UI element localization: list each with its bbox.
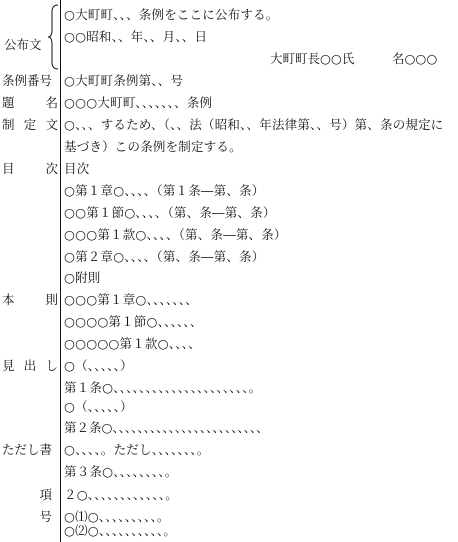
left-brace — [47, 4, 59, 70]
paragraph-text: ２○、、、、、、、、、、、、。 — [64, 487, 178, 502]
main-chapter: ○○○第１章○、、、、、、、 — [64, 292, 198, 307]
label-toc: 目 次 — [2, 161, 58, 176]
promulgation-signature — [64, 48, 454, 70]
enactment-text: ○、、、するため、（、、法（昭和、、年法律第、、号）第、条の規定に基づき）この条例を制定する。 — [64, 117, 444, 154]
article-heading: ○（、、、、、） — [64, 399, 133, 414]
ordinance-title: ○○○大町町、、、、、、、条例 — [64, 95, 213, 110]
promulgation-line-2: ○○昭和、、年、、月、、日 — [64, 29, 208, 44]
article-text: 第３条○、、、、、、、、。 — [64, 464, 178, 479]
main-section: ○○○○第１節○、、、、、、 — [64, 314, 203, 329]
label-proviso: ただし書 — [2, 442, 53, 457]
ordinance-number: ○大町町条例第、、号 — [64, 73, 184, 88]
article-heading: ○（、、、、、） — [64, 358, 133, 373]
toc-entry: ○附則 — [64, 270, 101, 285]
toc-entry: ○第１章○、、、、（第１条―第、条） — [64, 183, 265, 198]
label-item: 号 — [39, 509, 52, 524]
article-text: 第２条○、、、、、、、、、、、、、、、、、、、、、、、、 — [64, 420, 269, 435]
label-paragraph: 項 — [39, 487, 52, 502]
item-text: ○⑴○、、、、、、、、、。 — [64, 509, 170, 524]
proviso-text: ○、、、、。ただし、、、、、、、。 — [64, 442, 210, 457]
label-ordinance-number: 条例番号 — [2, 73, 53, 88]
label-heading: 見出し — [2, 358, 58, 373]
mayor-title: 大町町長○○氏 — [270, 51, 355, 66]
mayor-name: 名○○○ — [392, 51, 438, 66]
label-promulgation: 公布文 — [4, 37, 42, 52]
label-main: 本 則 — [2, 292, 58, 307]
toc-head: 目次 — [64, 161, 90, 176]
toc-entry: ○○○第１款○、、、、（第、条―第、条） — [64, 227, 287, 242]
article-text: 第１条○、、、、、、、、、、、、、、、、、、、、、。 — [64, 380, 262, 395]
toc-entry: ○第２章○、、、、（第、条―第、条） — [64, 249, 265, 264]
label-title: 題 名 — [2, 95, 58, 110]
label-enactment: 制定文 — [2, 117, 58, 132]
main-subsection: ○○○○○第１款○、、、、 — [64, 336, 201, 351]
toc-entry: ○○第１節○、、、、（第、条―第、条） — [64, 205, 276, 220]
item-text: ○⑵○、、、、、、、、、、。 — [64, 523, 177, 538]
promulgation-line-1: ○大町町、、、条例をここに公布する。 — [64, 7, 279, 22]
column-divider — [60, 0, 61, 542]
